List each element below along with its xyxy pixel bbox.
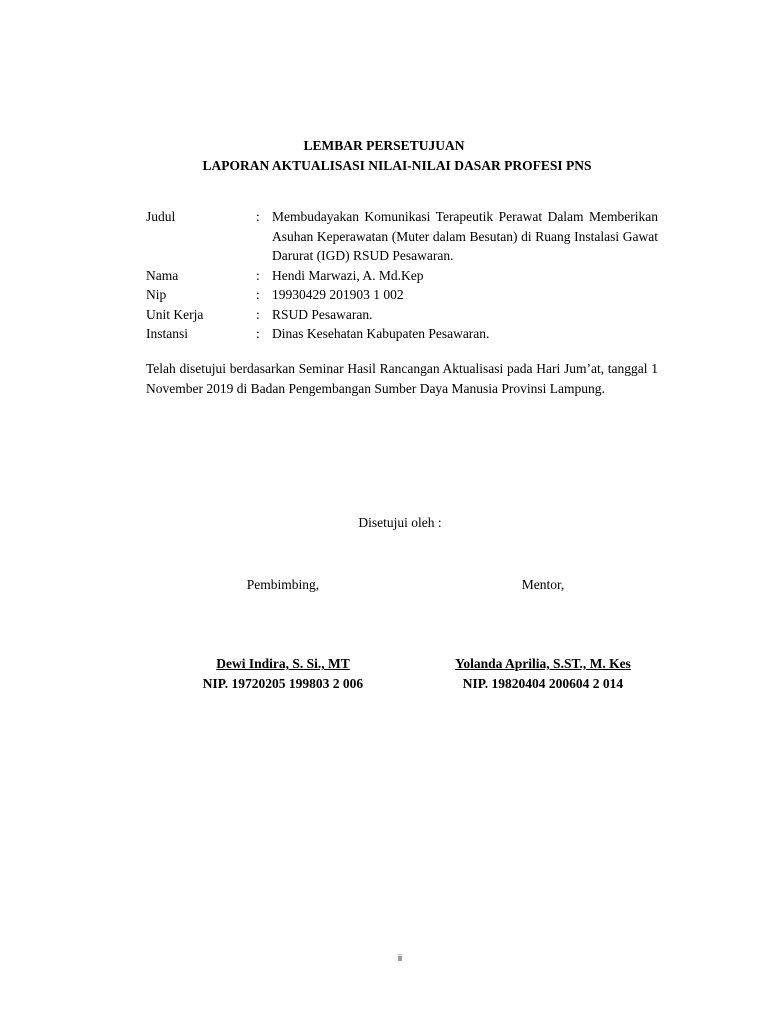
field-judul — [146, 207, 658, 266]
field-value: RSUD Pesawaran. — [272, 306, 373, 322]
field-label: Judul — [146, 209, 176, 224]
mentor-name: Yolanda Aprilia, S.ST., M. Kes — [455, 656, 631, 671]
mentor-nip: NIP. 19820404 200604 2 014 — [462, 676, 624, 691]
field-label: Nama — [146, 267, 179, 283]
mentor-role: Mentor, — [521, 577, 565, 592]
field-value: Hendi Marwazi, A. Md.Kep — [272, 267, 424, 283]
field-label: Unit Kerja — [146, 306, 204, 322]
supervisor-role: Pembimbing, — [246, 577, 320, 592]
field-label: Instansi — [146, 326, 188, 341]
mentor-signature-block — [413, 654, 673, 694]
field-unit-kerja — [146, 305, 658, 325]
supervisor-name: Dewi Indira, S. Si., MT — [216, 656, 350, 671]
field-colon: : — [256, 209, 260, 224]
field-colon: : — [256, 287, 260, 302]
approval-paragraph: Telah disetujui berdasarkan Seminar Hasil Rancangan Aktualisasi pada Hari Jum’at, tanggal 1 November 2019 di Badan Pengembangan Sumber Daya Manusia Provinsi Lampung. — [146, 361, 658, 396]
page-subtitle: LAPORAN AKTUALISASI NILAI-NILAI DASAR PROFESI PNS — [202, 158, 592, 173]
field-value: Membudayakan Komunikasi Terapeutik Perawat Dalam Memberikan Asuhan Keperawatan (Muter dalam Besutan) di Ruang Instalasi Gawat Darurat (IGD) RSUD Pesawaran. — [272, 209, 658, 263]
field-instansi — [146, 324, 658, 344]
supervisor-nip: NIP. 19720205 199803 2 006 — [202, 676, 364, 691]
page-title: LEMBAR PERSETUJUAN — [303, 138, 465, 153]
field-colon: : — [256, 306, 260, 322]
field-colon: : — [256, 267, 260, 283]
page-number: ii — [398, 953, 402, 963]
field-value: 19930429 201903 1 002 — [272, 287, 404, 302]
approved-by-label: Disetujui oleh : — [358, 515, 442, 530]
field-label: Nip — [146, 287, 167, 302]
field-nip — [146, 285, 658, 305]
field-nama — [146, 266, 658, 286]
identity-fields — [146, 207, 658, 344]
supervisor-signature-block — [153, 654, 413, 694]
field-colon: : — [256, 326, 260, 341]
field-value: Dinas Kesehatan Kabupaten Pesawaran. — [272, 326, 490, 341]
